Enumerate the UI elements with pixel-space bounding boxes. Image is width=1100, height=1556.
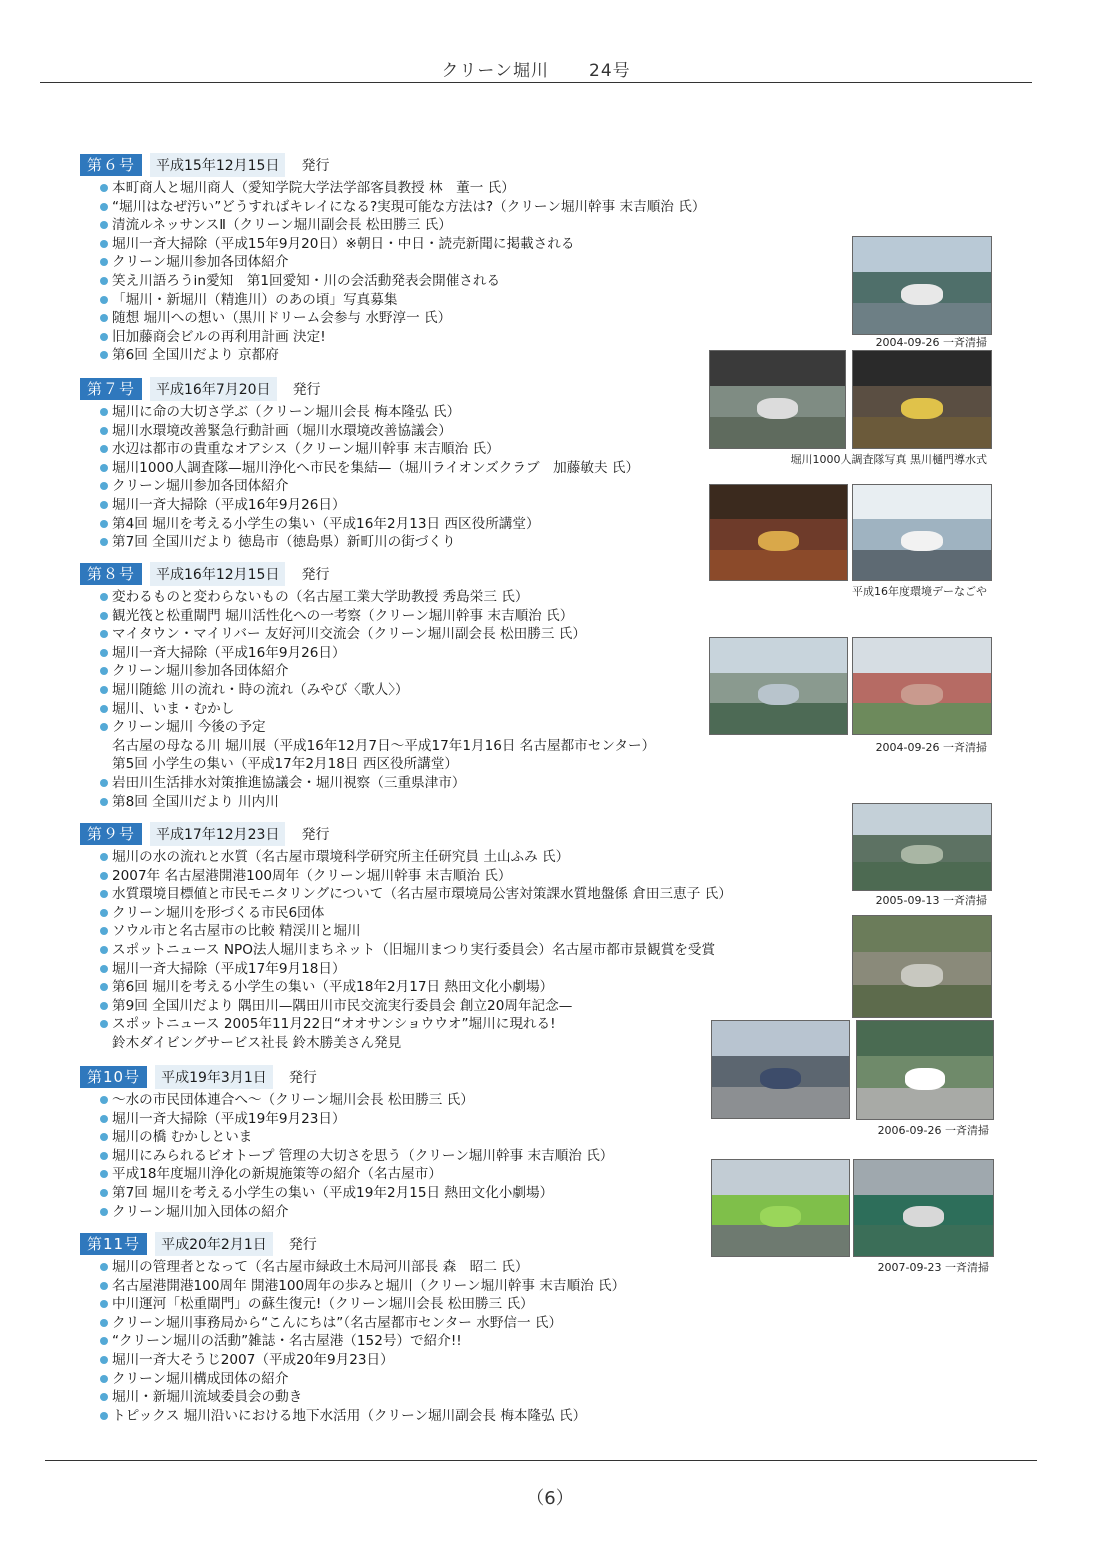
- article-item: 旧加藤商会ビルの再利用計画 決定!: [100, 328, 780, 347]
- article-item: クリーン堀川参加各団体紹介: [100, 253, 780, 272]
- article-item: 堀川一斉大掃除（平成16年9月26日）: [100, 496, 780, 515]
- issue-number-badge: 第９号: [80, 823, 142, 845]
- issue-date: 平成20年2月1日: [155, 1232, 273, 1256]
- article-item: 第4回 堀川を考える小学生の集い（平成16年2月13日 西区役所講堂）: [100, 515, 780, 534]
- article-list: [80, 588, 780, 811]
- footer-divider: [45, 1460, 1037, 1461]
- article-item: クリーン堀川参加各団体紹介: [100, 662, 780, 681]
- article-list: [80, 848, 780, 1053]
- issue-section: [80, 823, 780, 1053]
- article-item: 第7回 堀川を考える小学生の集い（平成19年2月15日 熱田文化小劇場）: [100, 1184, 780, 1203]
- article-item: 随想 堀川への想い（黒川ドリーム会参与 水野淳一 氏）: [100, 309, 780, 328]
- article-item: “クリーン堀川の活動”雑誌・名古屋港（152号）で紹介!!: [100, 1332, 780, 1351]
- article-item: スポットニュース NPO法人堀川まちネット（旧堀川まつり実行委員会）名古屋市都市景観賞を受賞: [100, 941, 780, 960]
- article-item: 本町商人と堀川商人（愛知学院大学法学部客員教授 林 董一 氏）: [100, 179, 780, 198]
- article-item: 堀川一斉大掃除（平成19年9月23日）: [100, 1110, 780, 1129]
- article-item: 堀川一斉大そうじ2007（平成20年9月23日）: [100, 1351, 780, 1370]
- article-item: クリーン堀川 今後の予定: [100, 718, 780, 737]
- article-item: 堀川にみられるビオトープ 管理の大切さを思う（クリーン堀川幹事 末吉順治 氏）: [100, 1147, 780, 1166]
- photo-boat-cleanup-2007: [853, 1159, 994, 1257]
- article-item: 第8回 全国川だより 川内川: [100, 793, 780, 812]
- issue-section: [80, 1233, 780, 1425]
- article-item: クリーン堀川構成団体の紹介: [100, 1370, 780, 1389]
- article-item: 岩田川生活排水対策推進協議会・堀川視察（三重県津市）: [100, 774, 780, 793]
- issue-date: 平成17年12月23日: [150, 822, 285, 846]
- article-item: 第6回 全国川だより 京都府: [100, 346, 780, 365]
- article-item: 第9回 全国川だより 隅田川—隅田川市民交流実行委員会 創立20周年記念—: [100, 997, 780, 1016]
- article-item: 堀川随総 川の流れ・時の流れ（みやび〈歌人〉）: [100, 681, 780, 700]
- issue-number-badge: 第11号: [80, 1233, 147, 1255]
- article-item: 堀川一斉大掃除（平成15年9月20日）※朝日・中日・読売新聞に掲載される: [100, 235, 780, 254]
- issue-section: [80, 563, 780, 811]
- article-item: 堀川一斉大掃除（平成17年9月18日）: [100, 960, 780, 979]
- article-item: 堀川の橋 むかしといま: [100, 1128, 780, 1147]
- photo-volunteers-2006: [856, 1020, 994, 1120]
- article-item: 堀川・新堀川流域委員会の動き: [100, 1388, 780, 1407]
- photo-kurokawa-gate: [709, 350, 846, 449]
- article-item: 第7回 全国川だより 徳島市（徳島県）新町川の街づくり: [100, 533, 780, 552]
- issue-published-label: 発行: [301, 158, 330, 174]
- article-item: 堀川の水の流れと水質（名古屋市環境科学研究所主任研究員 土山ふみ 氏）: [100, 848, 780, 867]
- photo-riverbank-2005: [852, 915, 992, 1018]
- issue-number-badge: 第10号: [80, 1066, 147, 1088]
- issue-number-badge: 第８号: [80, 563, 142, 585]
- article-item: 笑え川語ろうin愛知 第1回愛知・川の会活動発表会開催される: [100, 272, 780, 291]
- article-item: 第5回 小学生の集い（平成17年2月18日 西区役所講堂）: [112, 756, 459, 773]
- page-number: （6）: [526, 1488, 574, 1509]
- article-item: 清流ルネッサンスⅡ（クリーン堀川副会長 松田勝三 氏）: [100, 216, 780, 235]
- article-item: 2007年 名古屋港開港100周年（クリーン堀川幹事 末吉順治 氏）: [100, 867, 780, 886]
- issue-section: [80, 154, 780, 365]
- article-list: [80, 1258, 780, 1425]
- issue-published-label: 発行: [288, 1237, 317, 1253]
- photo-caption: 2005-09-13 一斉清掃: [875, 894, 987, 907]
- photo-crowd-2006: [711, 1020, 850, 1119]
- article-item: クリーン堀川参加各団体紹介: [100, 477, 780, 496]
- article-list: [80, 403, 780, 552]
- article-item: 名古屋港開港100周年 開港100周年の歩みと堀川（クリーン堀川幹事 末吉順治 氏）: [100, 1277, 780, 1296]
- issue-published-label: 発行: [288, 1070, 317, 1086]
- article-item: マイタウン・マイリバー 友好河川交流会（クリーン堀川副会長 松田勝三 氏）: [100, 625, 780, 644]
- article-item: 観光筏と松重閘門 堀川活性化への一考察（クリーン堀川幹事 末吉順治 氏）: [100, 607, 780, 626]
- article-item: 平成18年度堀川浄化の新規施策等の紹介（名古屋市）: [100, 1165, 780, 1184]
- issue-heading: [80, 1233, 780, 1255]
- article-item: 変わるものと変わらないもの（名古屋工業大学助教授 秀島栄三 氏）: [100, 588, 780, 607]
- article-item: 中川運河「松重閘門」の蘇生復元!（クリーン堀川会長 松田勝三 氏）: [100, 1295, 780, 1314]
- article-item: 堀川、いま・むかし: [100, 700, 780, 719]
- article-item: クリーン堀川加入団体の紹介: [100, 1203, 780, 1222]
- issue-date: 平成16年12月15日: [150, 562, 285, 586]
- photo-caption: 堀川1000人調査隊写真 黒川樋門導水式: [790, 453, 987, 466]
- article-item: ～水の市民団体連合へ～（クリーン堀川会長 松田勝三 氏）: [100, 1091, 780, 1110]
- article-item: 水質環境目標値と市民モニタリングについて（名古屋市環境局公害対策課水質地盤係 倉田三恵子 氏）: [100, 885, 780, 904]
- photo-caption: 2004-09-26 一斉清掃: [875, 741, 987, 754]
- article-item: 堀川の管理者となって（名古屋市緑政土木局河川部長 森 昭二 氏）: [100, 1258, 780, 1277]
- article-item: クリーン堀川を形づくる市民6団体: [100, 904, 780, 923]
- issue-section: [80, 378, 780, 552]
- article-item: 水辺は都市の貴重なオアシス（クリーン堀川幹事 末吉順治 氏）: [100, 440, 780, 459]
- issue-date: 平成16年7月20日: [150, 377, 277, 401]
- photo-caption: 2004-09-26 一斉清掃: [875, 336, 987, 349]
- photo-caption: 平成16年度環境デーなごや: [852, 585, 987, 598]
- issue-published-label: 発行: [292, 382, 321, 398]
- photo-stage-event: [852, 350, 992, 449]
- article-list: [80, 1091, 780, 1221]
- issue-heading: [80, 154, 780, 176]
- article-item: クリーン堀川事務局から“こんにちは”（名古屋都市センター 水野信一 氏）: [100, 1314, 780, 1333]
- issue-section: [80, 1066, 780, 1221]
- issue-heading: [80, 823, 780, 845]
- issue-number-badge: 第６号: [80, 154, 142, 176]
- issue-heading: [80, 1066, 780, 1088]
- article-item: 第6回 堀川を考える小学生の集い（平成18年2月17日 熱田文化小劇場）: [100, 978, 780, 997]
- photo-green-vests-2007: [711, 1159, 850, 1257]
- article-item: 堀川一斉大掃除（平成16年9月26日）: [100, 644, 780, 663]
- issue-published-label: 発行: [301, 827, 330, 843]
- photo-caption: 2006-09-26 一斉清掃: [877, 1124, 989, 1137]
- issue-published-label: 発行: [301, 567, 330, 583]
- article-item: 「堀川・新堀川（精進川）のあの頃」写真募集: [100, 291, 780, 310]
- newsletter-issue: 24号: [589, 61, 631, 81]
- photo-environment-day: [852, 484, 992, 581]
- issue-date: 平成19年3月1日: [155, 1065, 273, 1089]
- photo-red-building: [852, 637, 992, 735]
- article-item: スポットニュース 2005年11月22日“オオサンショウウオ”堀川に現れる!: [100, 1015, 780, 1034]
- article-item: 堀川に命の大切さ学ぶ（クリーン堀川会長 梅本隆弘 氏）: [100, 403, 780, 422]
- article-item: 堀川1000人調査隊—堀川浄化へ市民を集結—（堀川ライオンズクラブ 加藤敏夫 氏）: [100, 459, 780, 478]
- article-item: “堀川はなぜ汚い”どうすればキレイになる?実現可能な方法は?（クリーン堀川幹事 末吉順治 氏）: [100, 198, 780, 217]
- photo-boats-cleanup-2004: [852, 236, 992, 335]
- article-item: 鈴木ダイビングサービス社長 鈴木勝美さん発見: [112, 1034, 402, 1051]
- article-item: トピックス 堀川沿いにおける地下水活用（クリーン堀川副会長 梅本隆弘 氏）: [100, 1407, 780, 1426]
- photo-river-2005-a: [852, 803, 992, 891]
- issue-heading: [80, 378, 780, 400]
- page-header: [40, 56, 1032, 83]
- newsletter-title: クリーン堀川: [441, 61, 550, 81]
- issue-heading: [80, 563, 780, 585]
- article-item: 堀川水環境改善緊急行動計画（堀川水環境改善協議会）: [100, 422, 780, 441]
- article-item: 名古屋の母なる川 堀川展（平成16年12月7日～平成17年1月16日 名古屋都市センター）: [112, 737, 656, 754]
- article-list: [80, 179, 780, 365]
- article-item: ソウル市と名古屋市の比較 精渓川と堀川: [100, 922, 780, 941]
- photo-caption: 2007-09-23 一斉清掃: [877, 1261, 989, 1274]
- photo-school-stage: [709, 484, 848, 581]
- photo-river-buildings: [709, 637, 848, 735]
- issue-number-badge: 第７号: [80, 378, 142, 400]
- issue-date: 平成15年12月15日: [150, 153, 285, 177]
